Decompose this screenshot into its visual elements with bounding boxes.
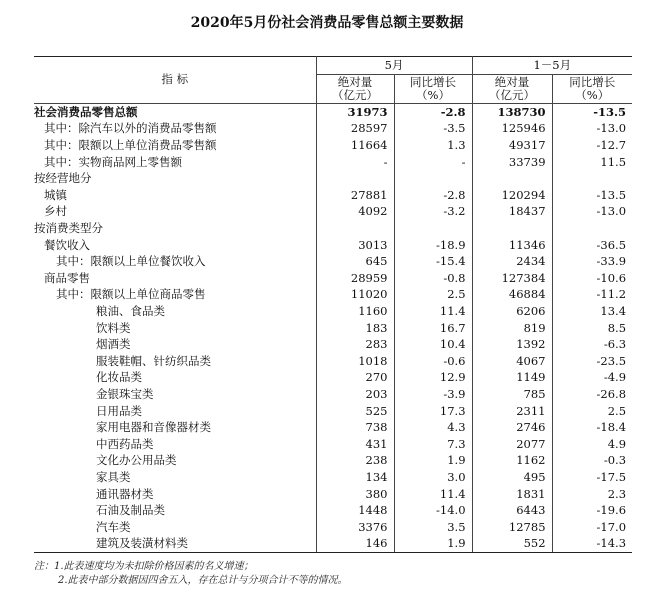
ytd-yoy-value: -4.9 <box>552 369 632 386</box>
row-label: 社会消费品零售总额 <box>34 104 138 119</box>
ytd-yoy-label: 同比增长 <box>569 74 616 89</box>
ytd-abs-value: 4067 <box>472 353 552 370</box>
table-row <box>34 236 632 253</box>
ytd-yoy-value: -19.6 <box>552 502 632 519</box>
may-abs-value: 183 <box>316 319 394 336</box>
may-yoy-value: -2.8 <box>394 187 472 204</box>
ytd-yoy-value: -13.5 <box>552 103 632 120</box>
may-yoy-header <box>394 74 472 103</box>
ytd-yoy-value: -12.7 <box>552 137 632 154</box>
ytd-abs-value <box>472 170 552 187</box>
row-label: 家具类 <box>96 469 131 484</box>
may-yoy-value: -18.9 <box>394 236 472 253</box>
table-row <box>34 469 632 486</box>
may-yoy-value: 3.0 <box>394 469 472 486</box>
table-row <box>34 120 632 137</box>
note-1: 注：1.此表速度均为未扣除价格因素的名义增速； <box>34 561 254 572</box>
ytd-yoy-value: 11.5 <box>552 153 632 170</box>
row-label: 按经营地分 <box>34 171 92 186</box>
may-abs-value: 146 <box>316 535 394 552</box>
ytd-abs-value: 46884 <box>472 286 552 303</box>
ytd-abs-value: 819 <box>472 319 552 336</box>
may-yoy-value: 1.9 <box>394 535 472 552</box>
ytd-abs-value: 495 <box>472 469 552 486</box>
ytd-yoy-value: -13.0 <box>552 203 632 220</box>
may-yoy-value: 2.5 <box>394 286 472 303</box>
row-label: 商品零售 <box>44 270 90 285</box>
may-yoy-value: -2.8 <box>394 103 472 120</box>
ytd-yoy-value: 8.5 <box>552 319 632 336</box>
table-row <box>34 203 632 220</box>
may-abs-value: 31973 <box>316 103 394 120</box>
row-label: 化妆品类 <box>96 370 142 385</box>
may-yoy-value: 7.3 <box>394 435 472 452</box>
ytd-yoy-value: -36.5 <box>552 236 632 253</box>
may-yoy-value: - <box>394 153 472 170</box>
row-label: 日用品类 <box>96 403 142 418</box>
may-yoy-value: 11.4 <box>394 303 472 320</box>
table-row <box>34 402 632 419</box>
may-abs-value: 1160 <box>316 303 394 320</box>
row-label: 城镇 <box>44 187 67 202</box>
row-label: 乡村 <box>44 204 67 219</box>
may-abs-value: 203 <box>316 386 394 403</box>
table-header <box>34 57 632 104</box>
ytd-yoy-value <box>552 170 632 187</box>
ytd-group-header: 1－5月 <box>472 57 632 75</box>
table-row <box>34 452 632 469</box>
may-abs-value <box>316 220 394 237</box>
row-label: 按消费类型分 <box>34 221 103 236</box>
may-group-header: 5月 <box>316 57 472 75</box>
ytd-yoy-value: -18.4 <box>552 419 632 436</box>
may-abs-value: 27881 <box>316 187 394 204</box>
may-yoy-value: 17.3 <box>394 402 472 419</box>
may-abs-value: 134 <box>316 469 394 486</box>
row-label: 其中：限额以上单位商品零售 <box>56 287 206 302</box>
may-abs-value: 28959 <box>316 270 394 287</box>
ytd-abs-value: 1149 <box>472 369 552 386</box>
ytd-abs-value: 49317 <box>472 137 552 154</box>
table-row <box>34 153 632 170</box>
may-yoy-value: 1.9 <box>394 452 472 469</box>
table-row <box>34 220 632 237</box>
row-label: 其中：限额以上单位餐饮收入 <box>56 254 206 269</box>
may-abs-value: 3013 <box>316 236 394 253</box>
ytd-abs-label: 绝对量 <box>494 74 530 89</box>
may-abs-value: 3376 <box>316 518 394 535</box>
table-row <box>34 170 632 187</box>
may-yoy-value: -3.9 <box>394 386 472 403</box>
table-row <box>34 435 632 452</box>
ytd-abs-value <box>472 220 552 237</box>
ytd-yoy-value: 2.3 <box>552 485 632 502</box>
may-yoy-value <box>394 170 472 187</box>
row-label: 饮料类 <box>96 320 131 335</box>
indicator-header: 指 标 <box>34 57 316 104</box>
table-body <box>34 103 632 552</box>
row-label: 汽车类 <box>96 519 131 534</box>
may-yoy-value: -15.4 <box>394 253 472 270</box>
row-label: 石油及制品类 <box>96 503 165 518</box>
may-yoy-value: -0.6 <box>394 353 472 370</box>
ytd-yoy-value: -13.5 <box>552 187 632 204</box>
ytd-yoy-value: -26.8 <box>552 386 632 403</box>
row-label: 建筑及装潢材料类 <box>34 535 316 552</box>
ytd-abs-value: 6206 <box>472 303 552 320</box>
row-label: 其中：限额以上单位消费品零售额 <box>44 138 217 153</box>
may-abs-label: 绝对量 <box>337 74 373 89</box>
ytd-yoy-value: -17.5 <box>552 469 632 486</box>
table-row <box>34 502 632 519</box>
row-label: 金银珠宝类 <box>96 386 154 401</box>
page-title: 2020年5月份社会消费品零售总额主要数据 <box>190 15 464 31</box>
ytd-abs-value: 33739 <box>472 153 552 170</box>
may-abs-value: 238 <box>316 452 394 469</box>
may-abs-value: 380 <box>316 485 394 502</box>
table-row <box>34 369 632 386</box>
may-abs-unit: （亿元） <box>332 87 378 102</box>
table-row <box>34 518 632 535</box>
table-row <box>34 187 632 204</box>
ytd-yoy-value: -6.3 <box>552 336 632 353</box>
table-row <box>34 103 632 120</box>
may-abs-value: 431 <box>316 435 394 452</box>
may-yoy-value: 1.3 <box>394 137 472 154</box>
row-label: 烟酒类 <box>96 337 131 352</box>
may-yoy-value <box>394 220 472 237</box>
ytd-abs-value: 120294 <box>472 187 552 204</box>
ytd-abs-value: 785 <box>472 386 552 403</box>
ytd-yoy-header <box>552 74 632 103</box>
retail-data-table <box>34 56 632 553</box>
ytd-abs-value: 2434 <box>472 253 552 270</box>
ytd-abs-value: 127384 <box>472 270 552 287</box>
row-label: 粮油、食品类 <box>96 304 165 319</box>
table-row <box>34 535 632 552</box>
may-abs-value: 738 <box>316 419 394 436</box>
ytd-abs-value: 12785 <box>472 518 552 535</box>
table-row <box>34 253 632 270</box>
may-yoy-value: -0.8 <box>394 270 472 287</box>
ytd-yoy-value: -33.9 <box>552 253 632 270</box>
table-notes <box>34 560 348 588</box>
may-yoy-value: 10.4 <box>394 336 472 353</box>
row-label: 通讯器材类 <box>96 486 154 501</box>
may-abs-value: 4092 <box>316 203 394 220</box>
ytd-abs-value: 6443 <box>472 502 552 519</box>
row-label: 家用电器和音像器材类 <box>96 420 211 435</box>
may-yoy-label: 同比增长 <box>410 74 456 89</box>
table-row <box>34 286 632 303</box>
may-abs-value: 28597 <box>316 120 394 137</box>
may-abs-value: 645 <box>316 253 394 270</box>
ytd-abs-header <box>472 74 552 103</box>
ytd-yoy-value: -0.3 <box>552 452 632 469</box>
may-yoy-value: 4.3 <box>394 419 472 436</box>
may-abs-value: 283 <box>316 336 394 353</box>
ytd-yoy-value: 13.4 <box>552 303 632 320</box>
ytd-yoy-value: 2.5 <box>552 402 632 419</box>
row-label: 其中：实物商品网上零售额 <box>44 154 182 169</box>
ytd-yoy-value: -23.5 <box>552 353 632 370</box>
ytd-abs-value: 1831 <box>472 485 552 502</box>
may-abs-value: 1448 <box>316 502 394 519</box>
table-row <box>34 419 632 436</box>
ytd-abs-unit: （亿元） <box>489 87 536 102</box>
row-label: 中西药品类 <box>96 436 154 451</box>
may-abs-value: 270 <box>316 369 394 386</box>
ytd-abs-value: 1392 <box>472 336 552 353</box>
ytd-yoy-value: -13.0 <box>552 120 632 137</box>
table-row <box>34 270 632 287</box>
may-abs-value <box>316 170 394 187</box>
table-row <box>34 386 632 403</box>
ytd-yoy-value: -11.2 <box>552 286 632 303</box>
ytd-abs-value: 2746 <box>472 419 552 436</box>
may-yoy-value: 11.4 <box>394 485 472 502</box>
may-yoy-value: 12.9 <box>394 369 472 386</box>
may-abs-value: 525 <box>316 402 394 419</box>
table-row <box>34 336 632 353</box>
row-label: 餐饮收入 <box>44 237 90 252</box>
ytd-yoy-value: 4.9 <box>552 435 632 452</box>
may-yoy-value: 3.5 <box>394 518 472 535</box>
may-abs-value: 11664 <box>316 137 394 154</box>
table-row <box>34 353 632 370</box>
row-label: 服装鞋帽、针纺织品类 <box>96 353 211 368</box>
table-row <box>34 303 632 320</box>
may-yoy-value: -3.5 <box>394 120 472 137</box>
may-yoy-value: -14.0 <box>394 502 472 519</box>
may-abs-value: - <box>316 153 394 170</box>
may-yoy-value: -3.2 <box>394 203 472 220</box>
ytd-abs-value: 2077 <box>472 435 552 452</box>
may-abs-header <box>316 74 394 103</box>
table-row <box>34 485 632 502</box>
ytd-abs-value: 1162 <box>472 452 552 469</box>
ytd-abs-value: 11346 <box>472 236 552 253</box>
ytd-abs-value: 125946 <box>472 120 552 137</box>
may-yoy-unit: （%） <box>416 87 450 102</box>
may-abs-value: 11020 <box>316 286 394 303</box>
ytd-abs-value: 2311 <box>472 402 552 419</box>
ytd-yoy-value: -14.3 <box>552 535 632 552</box>
ytd-abs-value: 552 <box>472 535 552 552</box>
ytd-yoy-unit: （%） <box>575 87 610 102</box>
ytd-abs-value: 138730 <box>472 103 552 120</box>
table-row <box>34 319 632 336</box>
row-label: 文化办公用品类 <box>96 453 177 468</box>
ytd-yoy-value <box>552 220 632 237</box>
may-abs-value: 1018 <box>316 353 394 370</box>
ytd-abs-value: 18437 <box>472 203 552 220</box>
ytd-yoy-value: -10.6 <box>552 270 632 287</box>
ytd-yoy-value: -17.0 <box>552 518 632 535</box>
table-row <box>34 137 632 154</box>
note-2: 2.此表中部分数据因四舍五入，存在总计与分项合计不等的情况。 <box>58 575 348 586</box>
row-label: 其中：除汽车以外的消费品零售额 <box>44 121 217 136</box>
may-yoy-value: 16.7 <box>394 319 472 336</box>
